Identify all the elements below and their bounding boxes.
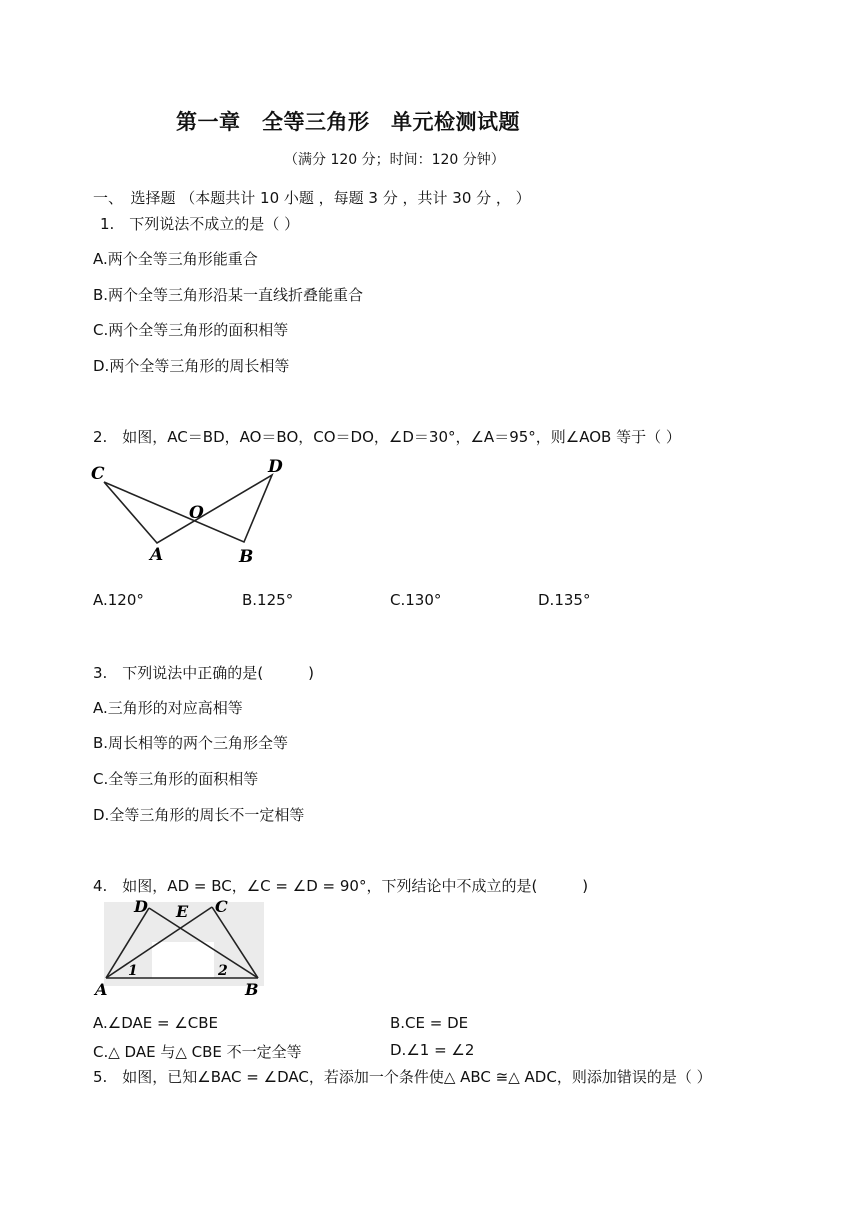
exam-info: （满分 120 分；时间：120 分钟） [284,152,505,168]
question-2-figure-lines [104,475,272,543]
question-4-option-a: A.∠DAE = ∠CBE [93,1014,219,1032]
question-2-stem: 2. 如图，AC＝BD，AO＝BO，CO＝DO，∠D＝30°，∠A＝95°，则∠AOB 等于（ ） [93,428,681,446]
question-1-option-b: B.两个全等三角形沿某一直线折叠能重合 [93,286,364,304]
question-2-option-a: A.120° [93,591,144,609]
question-3-stem: 3. 下列说法中正确的是( ) [93,664,315,682]
figure-label-d: D [268,457,283,477]
question-1-option-a: A.两个全等三角形能重合 [93,250,258,268]
question-4-figure [92,896,276,1000]
question-5-stem: 5. 如图，已知∠BAC = ∠DAC，若添加一个条件使△ ABC ≅△ ADC，则添加错误的是（ ） [93,1068,712,1086]
section-heading: 一、 选择题 （本题共计 10 小题 ，每题 3 分 ，共计 30 分 ， ） [93,189,531,207]
question-4-option-b: B.CE = DE [390,1014,469,1032]
question-2-option-d: D.135° [538,591,591,609]
figure-label-c: C [91,464,105,484]
question-2-option-b: B.125° [242,591,294,609]
question-1-option-c: C.两个全等三角形的面积相等 [93,321,289,339]
figure-label-c: C [215,897,228,916]
page-title: 第一章 全等三角形 单元检测试题 [176,110,520,134]
question-3-option-c: C.全等三角形的面积相等 [93,770,259,788]
figure-label-angle-2: 2 [218,963,228,979]
figure-label-angle-1: 1 [128,963,138,979]
question-2-figure [88,456,288,568]
question-1-option-d: D.两个全等三角形的周长相等 [93,357,290,375]
figure-label-b: B [245,980,259,999]
figure-label-o: O [189,503,204,523]
figure-label-d: D [134,897,148,916]
question-1-stem: 1. 下列说法不成立的是（ ） [100,215,300,233]
question-4-figure-inner [152,942,214,978]
question-3-option-b: B.周长相等的两个三角形全等 [93,734,289,752]
question-4-stem: 4. 如图，AD = BC，∠C = ∠D = 90°，下列结论中不成立的是( ) [93,877,589,895]
figure-label-e: E [176,902,189,921]
figure-label-a: A [150,545,164,565]
question-4-option-d: D.∠1 = ∠2 [390,1041,475,1059]
figure-label-b: B [239,547,254,567]
question-3-option-d: D.全等三角形的周长不一定相等 [93,806,305,824]
figure-label-a: A [95,980,108,999]
question-2-option-c: C.130° [390,591,442,609]
question-3-option-a: A.三角形的对应高相等 [93,699,243,717]
question-4-option-c: C.△ DAE 与△ CBE 不一定全等 [93,1043,302,1061]
